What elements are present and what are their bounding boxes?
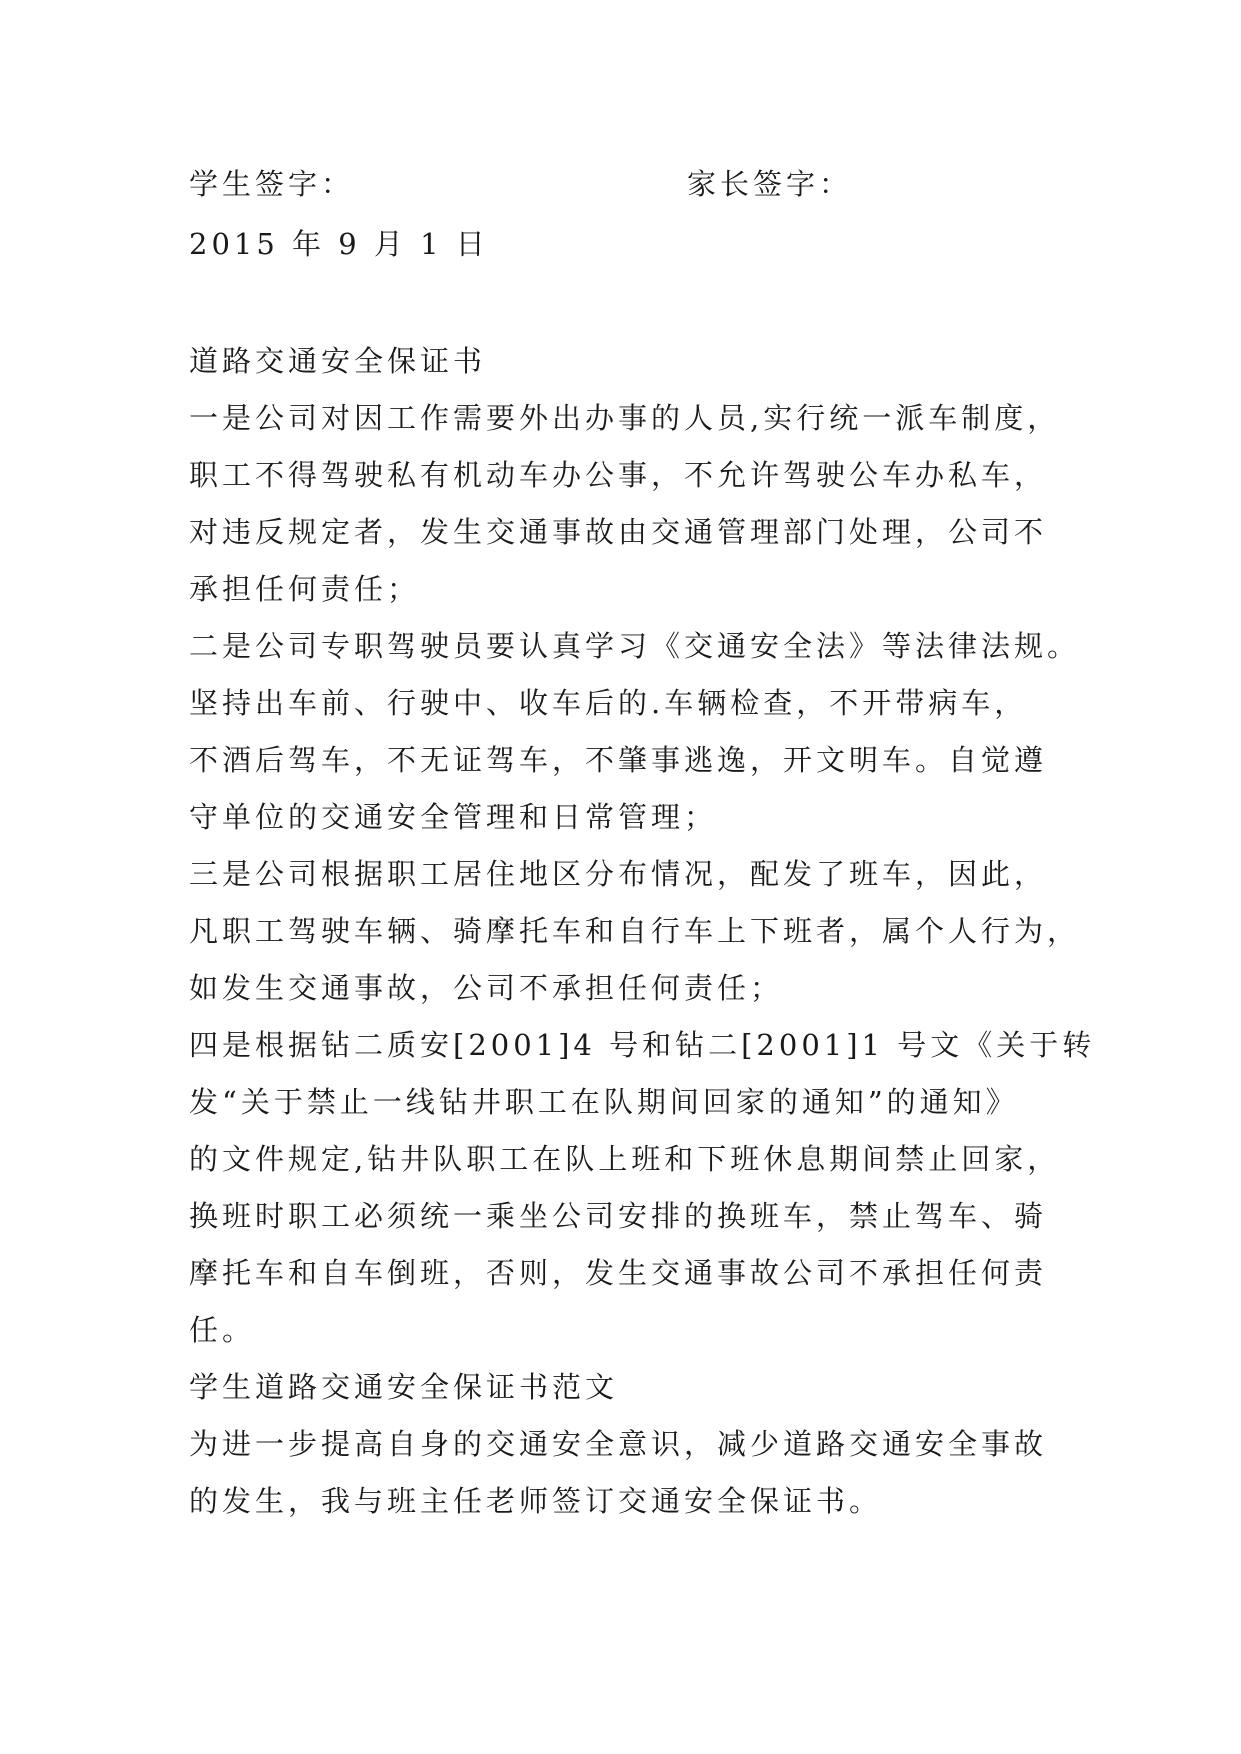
paragraph-line: 四是根据钻二质安[2001]4 号和钻二[2001]1 号文《关于转 [189, 1028, 1096, 1062]
paragraph-line: 职工不得驾驶私有机动车办公事，不允许驾驶公车办私车， [189, 458, 1048, 492]
paragraph-line: 为进一步提高自身的交通安全意识，减少道路交通安全事故 [189, 1427, 1048, 1461]
paragraph-line: 守单位的交通安全管理和日常管理； [189, 800, 718, 834]
paragraph-line: 任。 [189, 1313, 256, 1347]
paragraph-line: 的发生，我与班主任老师签订交通安全保证书。 [189, 1484, 883, 1518]
parent-signature-label: 家长签字： [687, 167, 853, 201]
paragraph-line: 承担任何责任； [189, 572, 421, 606]
paragraph-line: 不酒后驾车，不无证驾车，不肇事逃逸，开文明车。自觉遵 [189, 743, 1048, 777]
paragraph-line: 三是公司根据职工居住地区分布情况，配发了班车，因此， [189, 857, 1048, 891]
paragraph-line: 坚持出车前、行驶中、收车后的.车辆检查，不开带病车， [189, 686, 1028, 720]
signature-row [0, 166, 1241, 206]
section-title-student-road-safety: 学生道路交通安全保证书范文 [189, 1370, 619, 1404]
paragraph-line: 凡职工驾驶车辆、骑摩托车和自行车上下班者，属个人行为， [189, 914, 1081, 948]
paragraph-line: 发“关于禁止一线钻井职工在队期间回家的通知”的通知》 [189, 1085, 1019, 1119]
date-line: 2015 年 9 月 1 日 [189, 227, 489, 261]
section-title-road-safety: 道路交通安全保证书 [189, 344, 487, 378]
paragraph-line: 一是公司对因工作需要外出办事的人员,实行统一派车制度， [189, 401, 1061, 435]
paragraph-line: 对违反规定者，发生交通事故由交通管理部门处理，公司不 [189, 515, 1048, 549]
student-signature-label: 学生签字： [189, 167, 355, 201]
paragraph-line: 摩托车和自车倒班，否则，发生交通事故公司不承担任何责 [189, 1256, 1048, 1290]
paragraph-line: 的文件规定,钻井队职工在队上班和下班休息期间禁止回家， [189, 1142, 1061, 1176]
paragraph-line: 换班时职工必须统一乘坐公司安排的换班车，禁止驾车、骑 [189, 1199, 1048, 1233]
paragraph-line: 如发生交通事故，公司不承担任何责任； [189, 971, 784, 1005]
paragraph-line: 二是公司专职驾驶员要认真学习《交通安全法》等法律法规。 [189, 629, 1081, 663]
